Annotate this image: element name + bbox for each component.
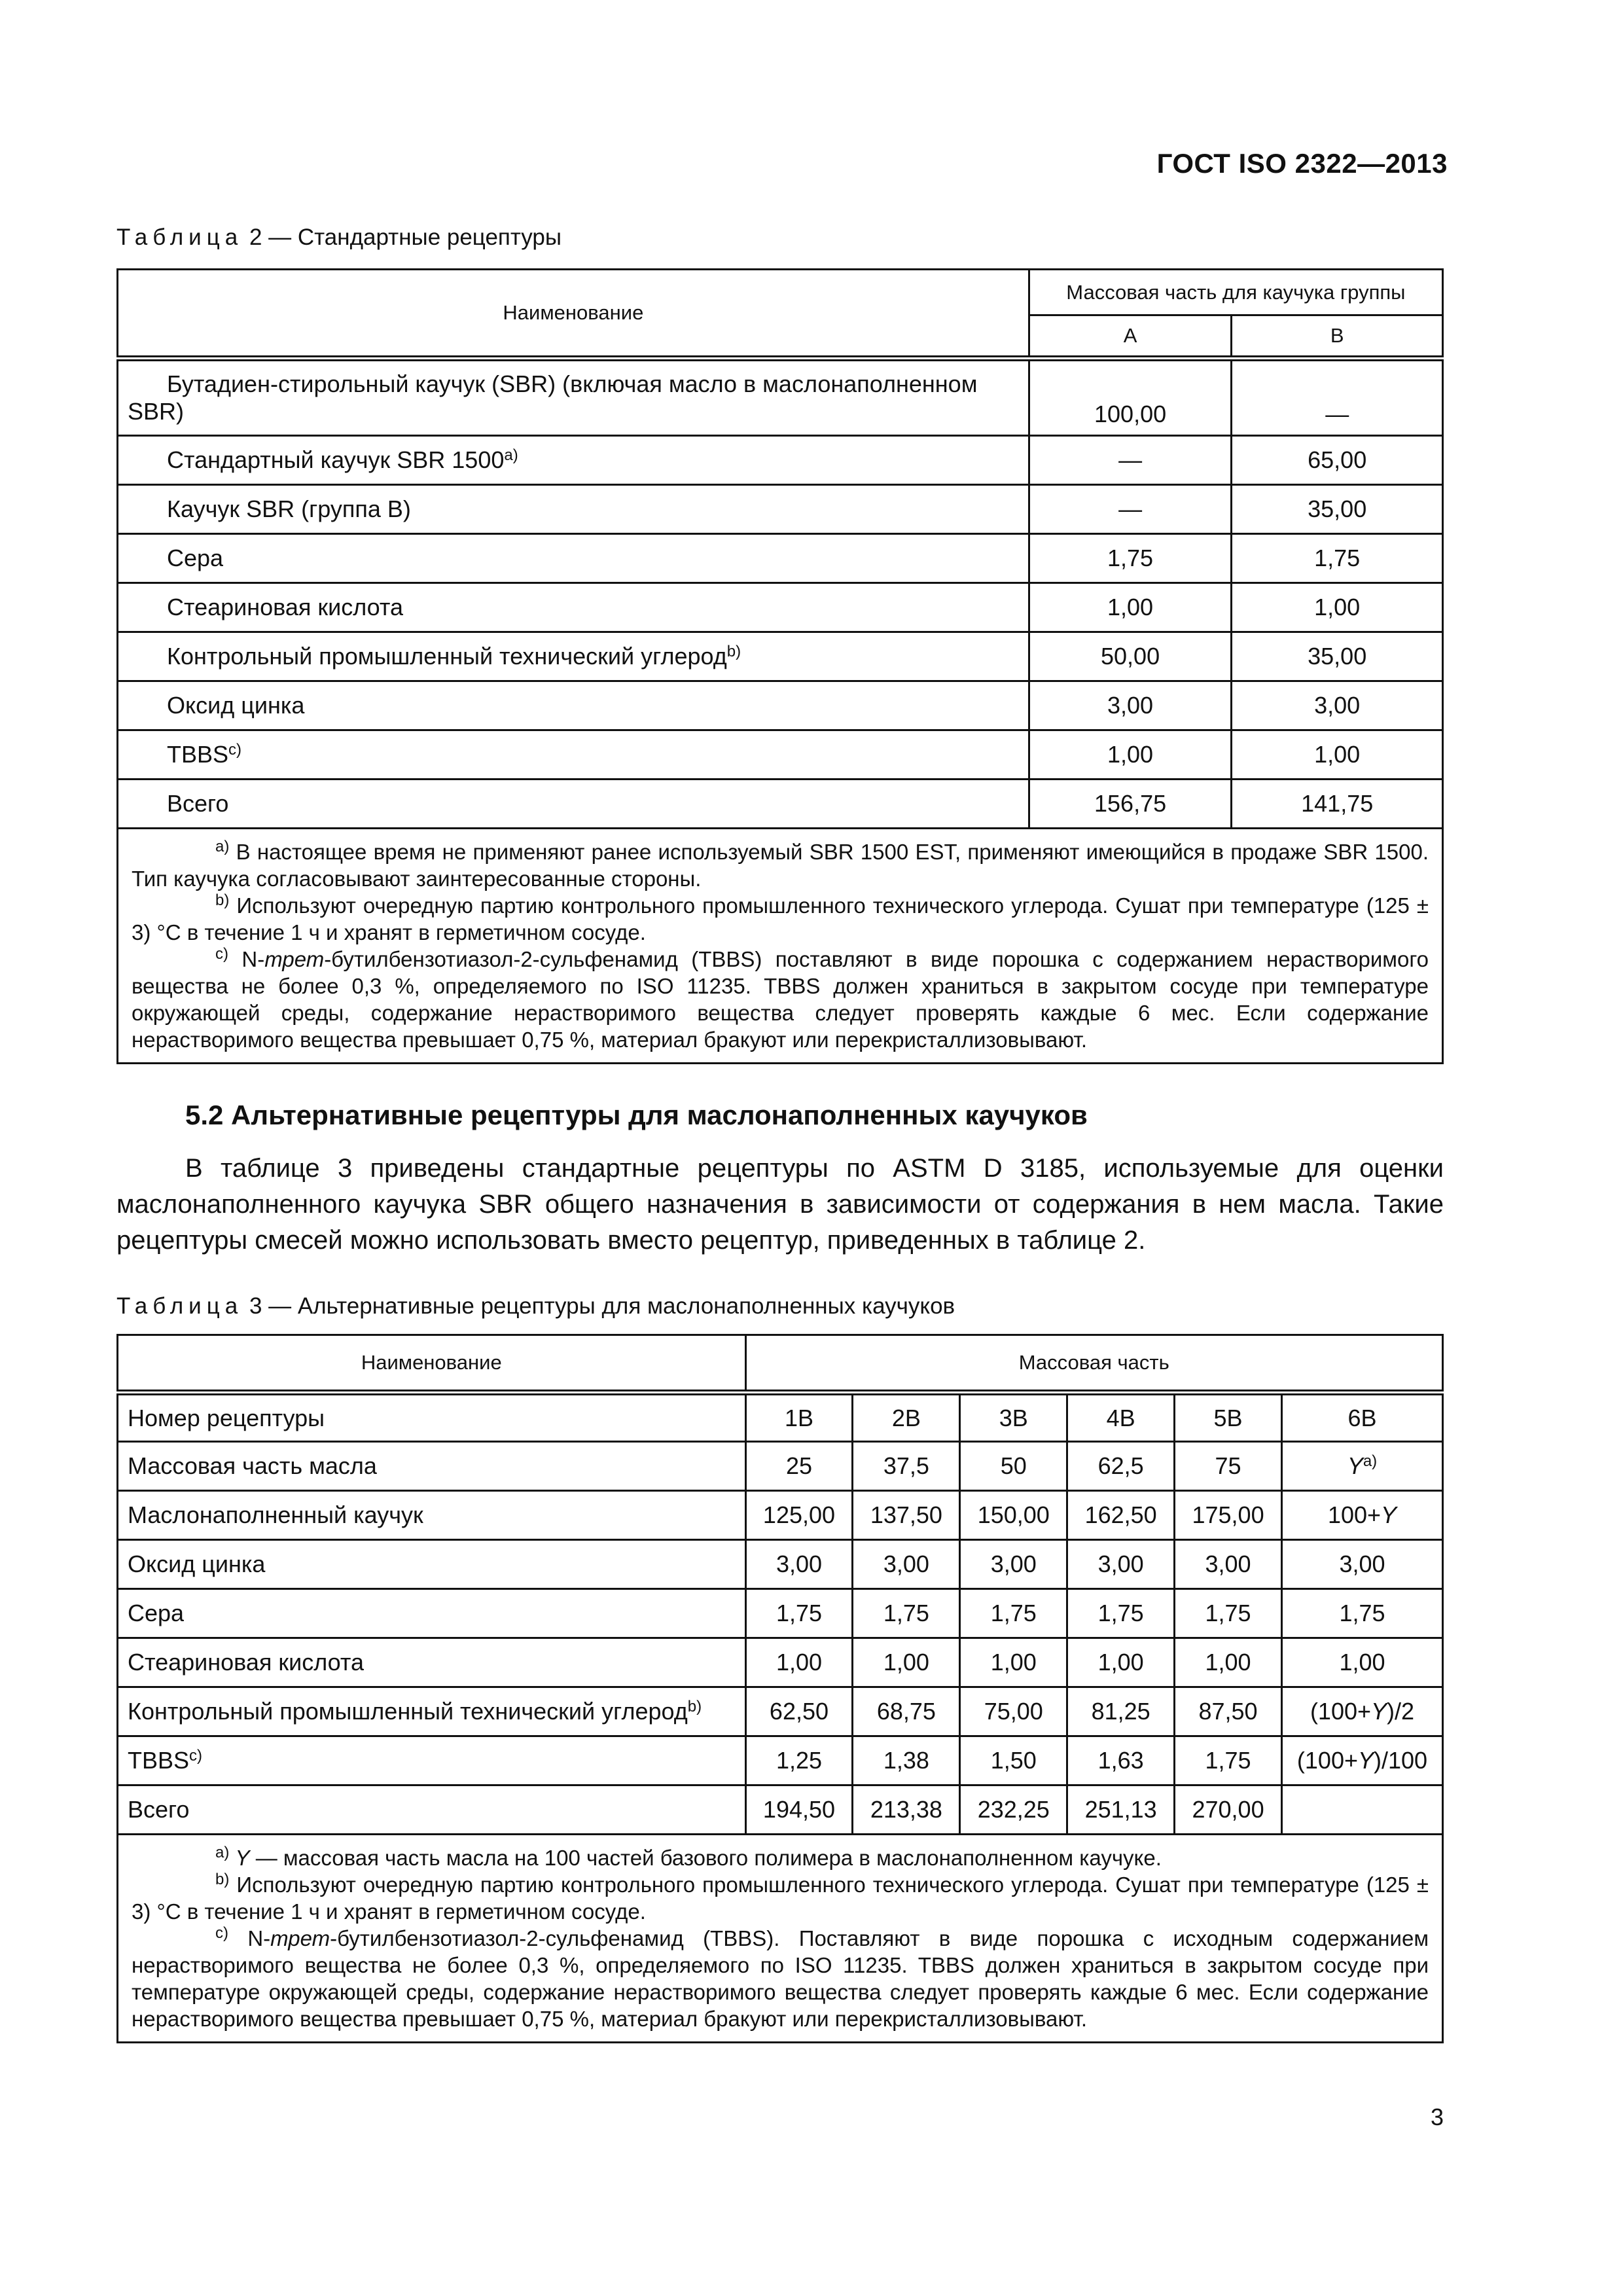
table-row — [118, 436, 1443, 485]
table3-cell: 87,50 — [1175, 1687, 1282, 1736]
table3-cell: 3,00 — [1067, 1540, 1175, 1589]
table2-caption-text: 2 — Стандартные рецептуры — [249, 224, 562, 250]
table2-cell-a: 1,00 — [1029, 730, 1232, 780]
table3-caption — [116, 1293, 955, 1319]
table3-row-name: Номер рецептуры — [118, 1393, 746, 1442]
table3-cell: 37,5 — [853, 1442, 960, 1491]
table-3 — [116, 1334, 1444, 2043]
table3-cell: 1,00 — [1175, 1638, 1282, 1687]
table3-cell: 1,50 — [960, 1736, 1067, 1785]
table2-cell-b: 35,00 — [1232, 632, 1443, 681]
table3-cell: 25 — [745, 1442, 853, 1491]
table2-footnotes — [118, 829, 1443, 1064]
table-row — [118, 681, 1443, 730]
table2-row-name: Оксид цинка — [118, 681, 1029, 730]
table3-cell: 50 — [960, 1442, 1067, 1491]
table3-cell: 4B — [1067, 1393, 1175, 1442]
table3-header-mass: Массовая часть — [745, 1335, 1442, 1393]
table3-cell: 81,25 — [1067, 1687, 1175, 1736]
table3-cell: (100+Y)/100 — [1281, 1736, 1442, 1785]
table3-row-name: Оксид цинка — [118, 1540, 746, 1589]
table2-footnote-c: $^{c)}$ N-трет-бутилбензотиазол-2-сульфенамид (TBBS) поставляют в виде порошка с содержанием нерастворимого вещества не более 0,3 %, определяемого по ISO 11235. TBBS должен храниться в закрытом сосуде при температуре окружающей среды, содержание нерастворимого вещества следует проверять каждые 6 мес. Если содержание нерастворимого вещества превышает 0,75 %, материал бракуют или перекристаллизовывают. — [132, 945, 1429, 1052]
table3-cell: 75,00 — [960, 1687, 1067, 1736]
table3-cell: 3,00 — [745, 1540, 853, 1589]
table2-caption-label: Таблица — [116, 224, 243, 250]
table-row — [118, 583, 1443, 632]
table2-cell-b: 3,00 — [1232, 681, 1443, 730]
table2-row-name: Стеариновая кислота — [118, 583, 1029, 632]
table3-cell: 1,00 — [960, 1638, 1067, 1687]
document-header: ГОСТ ISO 2322—2013 — [1156, 148, 1448, 179]
page-number: 3 — [1430, 2104, 1444, 2130]
table3-cell: 1,75 — [1175, 1736, 1282, 1785]
table-row — [118, 359, 1443, 436]
table3-cell: 1B — [745, 1393, 853, 1442]
table3-footnote-b: $^{b)}$ Используют очередную партию контрольного промышленного технического углерода. Сушат при температуре (125 ± 3) °C в течение 1 ч и хранят в герметичном сосуде. — [132, 1871, 1429, 1924]
table-row — [118, 1393, 1443, 1442]
table3-cell: 270,00 — [1175, 1785, 1282, 1835]
table2-cell-a: — — [1029, 485, 1232, 534]
table-row — [118, 1442, 1443, 1491]
table2-row-name: Всего — [118, 780, 1029, 829]
table3-cell: 100+Y — [1281, 1491, 1442, 1540]
table2-row-name: Бутадиен-стирольный каучук (SBR) (включая масло в маслонаполненном SBR) — [118, 359, 1029, 436]
table2-cell-b: 1,00 — [1232, 583, 1443, 632]
table3-caption-label: Таблица — [116, 1293, 243, 1319]
table-row — [118, 780, 1443, 829]
table3-cell: 1,38 — [853, 1736, 960, 1785]
table3-row-name: Маслонаполненный каучук — [118, 1491, 746, 1540]
table3-cell: 3,00 — [1281, 1540, 1442, 1589]
table2-cell-b: 1,75 — [1232, 534, 1443, 583]
table-2 — [116, 268, 1444, 1064]
table2-cell-a: 50,00 — [1029, 632, 1232, 681]
table-row — [118, 534, 1443, 583]
table-row — [118, 730, 1443, 780]
table2-header-group: Массовая часть для каучука группы — [1029, 270, 1442, 315]
table3-footnotes — [118, 1835, 1443, 2043]
table3-cell: 1,00 — [1067, 1638, 1175, 1687]
table-row — [118, 632, 1443, 681]
table-row — [118, 1638, 1443, 1687]
table3-cell: 1,00 — [1281, 1638, 1442, 1687]
table2-cell-b: — — [1232, 359, 1443, 436]
table2-cell-b: 65,00 — [1232, 436, 1443, 485]
table2-header-b: В — [1232, 315, 1443, 359]
table3-cell: $Y^{a)}$ — [1281, 1442, 1442, 1491]
table3-cell: 1,75 — [1067, 1589, 1175, 1638]
table3-footnote-a: $^{a)}$ Y — массовая часть масла на 100 частей базового полимера в маслонаполненном каучуке. — [215, 1844, 1162, 1870]
table-row — [118, 1736, 1443, 1785]
table3-cell: 1,63 — [1067, 1736, 1175, 1785]
table2-cell-a: 156,75 — [1029, 780, 1232, 829]
table2-row-name: TBBS$^{c)}$ — [118, 730, 1029, 780]
table-row — [118, 1785, 1443, 1835]
table3-cell: 6B — [1281, 1393, 1442, 1442]
table3-cell: 125,00 — [745, 1491, 853, 1540]
table2-row-name: Контрольный промышленный технический углерод$^{b)}$ — [118, 632, 1029, 681]
table-row — [118, 1589, 1443, 1638]
table2-cell-b: 1,00 — [1232, 730, 1443, 780]
table3-cell — [1281, 1785, 1442, 1835]
table3-cell: 1,00 — [853, 1638, 960, 1687]
table3-cell: 232,25 — [960, 1785, 1067, 1835]
table3-cell: 1,75 — [1175, 1589, 1282, 1638]
table3-cell: 68,75 — [853, 1687, 960, 1736]
table3-cell: 251,13 — [1067, 1785, 1175, 1835]
table3-cell: 150,00 — [960, 1491, 1067, 1540]
table3-row-name: Стеариновая кислота — [118, 1638, 746, 1687]
table3-cell: 1,75 — [853, 1589, 960, 1638]
table2-header-name: Наименование — [118, 270, 1029, 359]
table2-footnote-a: $^{a)}$ В настоящее время не применяют ранее используемый SBR 1500 EST, применяют имеющийся в продаже SBR 1500. Тип каучука согласовывают заинтересованные стороны. — [132, 838, 1429, 891]
table3-cell: 3,00 — [960, 1540, 1067, 1589]
table3-cell: 2B — [853, 1393, 960, 1442]
table3-cell: 62,5 — [1067, 1442, 1175, 1491]
table3-row-name: Сера — [118, 1589, 746, 1638]
table3-cell: 3,00 — [853, 1540, 960, 1589]
table3-cell: 175,00 — [1175, 1491, 1282, 1540]
table3-row-name: Контрольный промышленный технический углерод$^{b)}$ — [118, 1687, 746, 1736]
table2-cell-b: 141,75 — [1232, 780, 1443, 829]
table3-row-name: TBBS$^{c)}$ — [118, 1736, 746, 1785]
table2-caption — [116, 224, 562, 251]
table2-cell-a: 1,00 — [1029, 583, 1232, 632]
table-row — [118, 1540, 1443, 1589]
table2-cell-a: 1,75 — [1029, 534, 1232, 583]
table2-row-name: Стандартный каучук SBR 1500$^{a)}$ — [118, 436, 1029, 485]
table3-cell: 1,25 — [745, 1736, 853, 1785]
table2-cell-a: 3,00 — [1029, 681, 1232, 730]
section-title: 5.2 Альтернативные рецептуры для маслонаполненных каучуков — [185, 1100, 1088, 1130]
table3-footnote-c: $^{c)}$ N-трет-бутилбензотиазол-2-сульфенамид (TBBS). Поставляют в виде порошка с исходным содержанием нерастворимого вещества не более 0,3 %, определяемого по ISO 11235. TBBS должен храниться в закрытом сосуде при температуре окружающей среды, содержание нерастворимого вещества следует проверять каждые 6 мес. Если содержание нерастворимого вещества превышает 0,75 %, материал бракуют или перекристаллизовывают. — [132, 1924, 1429, 2031]
section-paragraph: В таблице 3 приведены стандартные рецептуры по ASTM D 3185, используемые для оценки маслонаполненного каучука SBR общего назначения в зависимости от содержания в нем масла. Такие рецептуры смесей можно использовать вместо рецептур, приведенных в таблице 2. — [116, 1154, 1444, 1255]
table3-cell: 1,00 — [745, 1638, 853, 1687]
table3-cell: 162,50 — [1067, 1491, 1175, 1540]
table3-row-name: Всего — [118, 1785, 746, 1835]
table3-cell: 5B — [1175, 1393, 1282, 1442]
table-row — [118, 485, 1443, 534]
table2-cell-b: 35,00 — [1232, 485, 1443, 534]
table2-footnote-b: $^{b)}$ Используют очередную партию контрольного промышленного технического углерода. Сушат при температуре (125 ± 3) °C в течение 1 ч и хранят в герметичном сосуде. — [132, 891, 1429, 944]
table3-cell: 3,00 — [1175, 1540, 1282, 1589]
table3-cell: 213,38 — [853, 1785, 960, 1835]
table3-cell: 3B — [960, 1393, 1067, 1442]
table3-cell: 137,50 — [853, 1491, 960, 1540]
table2-row-name: Каучук SBR (группа B) — [118, 485, 1029, 534]
table3-cell: 1,75 — [745, 1589, 853, 1638]
table3-cell: 62,50 — [745, 1687, 853, 1736]
table3-cell: 75 — [1175, 1442, 1282, 1491]
table3-cell: (100+Y)/2 — [1281, 1687, 1442, 1736]
table3-cell: 1,75 — [960, 1589, 1067, 1638]
table3-caption-text: 3 — Альтернативные рецептуры для маслонаполненных каучуков — [249, 1293, 955, 1319]
table-row — [118, 1687, 1443, 1736]
table3-header-name: Наименование — [118, 1335, 746, 1393]
table-row — [118, 1491, 1443, 1540]
table3-row-name: Массовая часть масла — [118, 1442, 746, 1491]
table3-cell: 194,50 — [745, 1785, 853, 1835]
table2-header-a: А — [1029, 315, 1232, 359]
table2-row-name: Сера — [118, 534, 1029, 583]
table2-cell-a: — — [1029, 436, 1232, 485]
table3-cell: 1,75 — [1281, 1589, 1442, 1638]
table2-cell-a: 100,00 — [1029, 359, 1232, 436]
